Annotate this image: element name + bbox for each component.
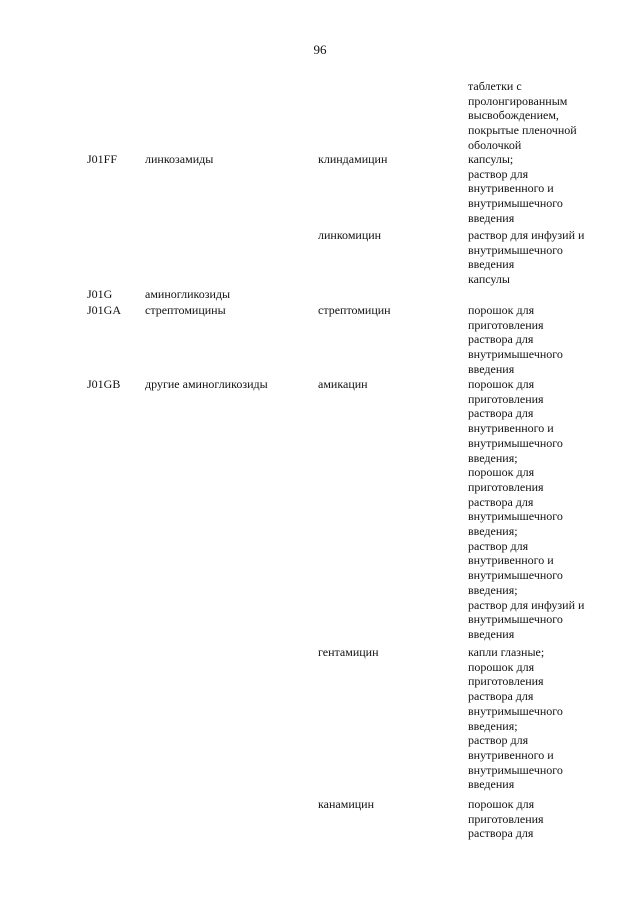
dosage-form-line: приготовления	[468, 811, 544, 826]
dosage-form-line: раствора для	[468, 826, 534, 841]
dosage-form-line: введения;	[468, 450, 518, 465]
drug-name: клиндамицин	[318, 152, 388, 166]
dosage-form-line: раствора для	[468, 332, 534, 347]
dosage-form-line: введения	[468, 361, 515, 376]
dosage-form-line: внутримышечного	[468, 196, 563, 211]
dosage-form-line: внутривенного и	[468, 181, 554, 196]
dosage-form-line: порошок для	[468, 303, 535, 317]
dosage-form-line: внутривенного и	[468, 421, 554, 436]
dosage-form-line: внутримышечного	[468, 509, 563, 524]
dosage-form-line: раствор для инфузий и	[468, 597, 585, 612]
atc-group: стрептомицины	[145, 303, 226, 317]
dosage-form-line: введения	[468, 777, 515, 792]
dosage-form-line: внутримышечного	[468, 612, 563, 627]
dosage-form-line: высвобождением,	[468, 108, 559, 123]
dosage-form-line: порошок для	[468, 797, 535, 811]
atc-group: линкозамиды	[145, 152, 214, 166]
drug-name: амикацин	[318, 377, 368, 391]
dosage-form-line: внутримышечного	[468, 568, 563, 583]
dosage-form-line: раствора для	[468, 689, 534, 704]
dosage-form-line: капсулы;	[468, 152, 514, 166]
dosage-form-line: введения	[468, 626, 515, 641]
dosage-form-line: введения;	[468, 718, 518, 733]
dosage-form-line: внутримышечного	[468, 762, 563, 777]
dosage-form-line: раствор для	[468, 538, 529, 553]
dosage-form-line: приготовления	[468, 674, 544, 689]
dosage-form-line: внутримышечного	[468, 435, 563, 450]
dosage-form-line: приготовления	[468, 317, 544, 332]
dosage-form-line: приготовления	[468, 479, 544, 494]
atc-code: J01GA	[87, 303, 122, 317]
atc-group: аминогликозиды	[145, 287, 231, 301]
drug-name: стрептомицин	[318, 303, 391, 317]
dosage-form-line: раствор для	[468, 733, 529, 748]
dosage-form-line: раствор для	[468, 166, 529, 181]
dosage-form-line: введения;	[468, 582, 518, 597]
dosage-form-line: раствора для	[468, 494, 534, 509]
atc-code: J01FF	[87, 152, 118, 166]
dosage-form-line: внутривенного и	[468, 553, 554, 568]
dosage-form-line: внутримышечного	[468, 703, 563, 718]
dosage-form-line: раствор для инфузий и	[468, 228, 585, 242]
dosage-form-line: введения	[468, 257, 515, 272]
dosage-form-line: таблетки с	[468, 79, 522, 93]
dosage-form-line: капсулы	[468, 272, 510, 287]
drug-name: гентамицин	[318, 645, 379, 659]
dosage-form-line: введения	[468, 210, 515, 225]
atc-group: другие аминогликозиды	[145, 377, 268, 391]
drug-name: канамицин	[318, 797, 375, 811]
dosage-form-line: порошок для	[468, 465, 535, 480]
dosage-form-line: порошок для	[468, 377, 535, 391]
dosage-form-line: внутримышечного	[468, 347, 563, 362]
dosage-form-line: введения;	[468, 524, 518, 538]
drug-name: линкомицин	[318, 228, 382, 242]
dosage-form-line: раствора для	[468, 406, 534, 421]
dosage-form-line: капли глазные;	[468, 645, 545, 659]
page-number: 96	[313, 42, 327, 57]
atc-code: J01GB	[87, 377, 121, 391]
dosage-form-line: пролонгированным	[468, 93, 568, 108]
dosage-form-line: внутримышечного	[468, 242, 563, 257]
dosage-form-line: покрытые пленочной	[468, 123, 577, 138]
dosage-form-line: приготовления	[468, 391, 544, 406]
atc-code: J01G	[87, 287, 113, 301]
dosage-form-line: оболочкой	[468, 137, 522, 152]
dosage-form-line: внутривенного и	[468, 747, 554, 762]
dosage-form-line: порошок для	[468, 659, 535, 674]
